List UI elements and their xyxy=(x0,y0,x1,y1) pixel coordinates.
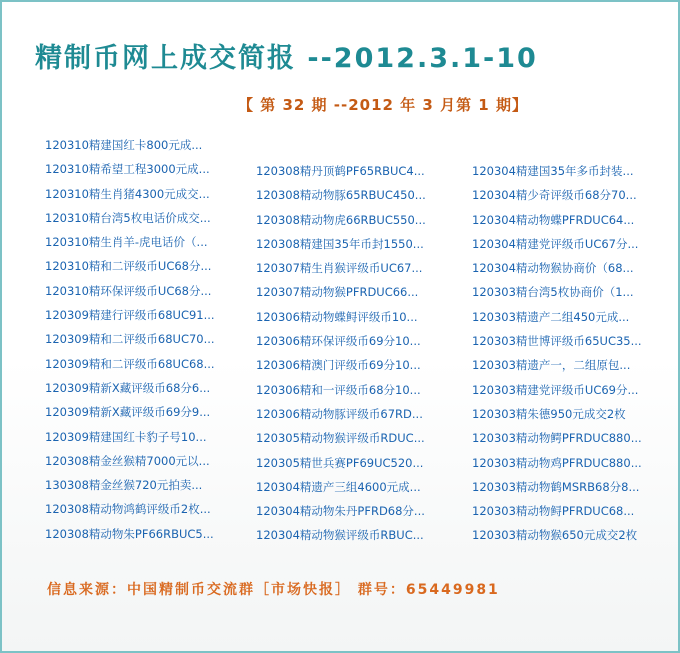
page-title: 精制币网上成交简报 --2012.3.1-10 xyxy=(35,43,538,74)
report-link[interactable]: 120310精生肖猪4300元成交... xyxy=(45,186,210,201)
report-link[interactable]: 120304精建国35年多币封装... xyxy=(472,164,634,178)
report-link[interactable]: 120303精遗产二组450元成... xyxy=(472,309,630,324)
report-link[interactable]: 120303精遗产一，二组原包... xyxy=(472,358,631,373)
report-link[interactable]: 120304精遗产三组4600元成... xyxy=(256,479,421,494)
report-link[interactable]: 120310精和二评级币UC68分... xyxy=(45,259,212,274)
report-link[interactable]: 120304精建党评级币UC67分... xyxy=(472,236,639,251)
report-link[interactable]: 120309精新X藏评级币69分9... xyxy=(45,405,211,420)
report-link[interactable]: 120308精动物豚65RBUC450... xyxy=(256,188,426,203)
report-link[interactable]: 120308精金丝猴精7000元以... xyxy=(45,453,210,468)
report-link[interactable]: 120308精动物虎66RBUC550... xyxy=(256,212,426,227)
report-link[interactable]: 120304精动物朱丹PFRD68分... xyxy=(256,504,425,519)
report-link[interactable]: 120306精澳门评级币69分10... xyxy=(256,358,421,373)
report-link[interactable]: 120303精动物鹤MSRB68分8... xyxy=(472,479,640,494)
report-link[interactable]: 120309精和二评级币68UC68... xyxy=(45,356,215,371)
report-list-column-1 xyxy=(45,133,215,546)
report-link[interactable]: 120306精和一评级币68分10... xyxy=(256,382,421,397)
report-link[interactable]: 120305精世兵赛PF69UC520... xyxy=(256,455,424,470)
report-link[interactable]: 120303精台湾5枚协商价（1... xyxy=(472,285,634,300)
report-link[interactable]: 120305精动物猴评级币RDUC... xyxy=(256,431,425,446)
report-link[interactable]: 120306精动物豚评级币67RD... xyxy=(256,406,423,421)
report-link[interactable]: 120310精生肖羊-虎电话价（... xyxy=(45,235,208,250)
report-link[interactable]: 120303精动物鳄PFRDUC880... xyxy=(472,431,642,446)
report-link[interactable]: 120303精动物鲟PFRDUC68... xyxy=(472,504,635,519)
report-link[interactable]: 120309精建国红卡豹子号10... xyxy=(45,429,207,444)
report-link[interactable]: 120309精建行评级币68UC91... xyxy=(45,308,215,323)
report-link[interactable]: 120308精建国35年币封1550... xyxy=(256,236,424,251)
report-link[interactable]: 120309精新X藏评级币68分6... xyxy=(45,380,211,395)
report-link[interactable]: 120307精生肖猴评级币UC67... xyxy=(256,261,423,276)
report-link[interactable]: 120308精动物朱PF66RBUC5... xyxy=(45,526,214,541)
report-link[interactable]: 120310精环保评级币UC68分... xyxy=(45,283,212,298)
report-link[interactable]: 120310精建国红卡800元成... xyxy=(45,138,203,152)
report-link[interactable]: 120310精台湾5枚电话价成交... xyxy=(45,210,211,225)
report-link[interactable]: 120308精动物鸿鹤评级币2枚... xyxy=(45,502,211,517)
report-link[interactable]: 120307精动物猴PFRDUC66... xyxy=(256,285,419,300)
report-link[interactable]: 120309精和二评级币68UC70... xyxy=(45,332,215,347)
report-link[interactable]: 120306精环保评级币69分10... xyxy=(256,334,421,349)
report-list-column-2 xyxy=(256,159,426,548)
report-link[interactable]: 120304精少奇评级币68分70... xyxy=(472,188,637,203)
report-link[interactable]: 120303精动物鸡PFRDUC880... xyxy=(472,455,642,470)
report-link[interactable]: 120304精动物猴评级币RBUC... xyxy=(256,528,424,543)
issue-subtitle: 【 第 32 期 --2012 年 3 月第 1 期】 xyxy=(238,96,528,114)
report-link[interactable]: 120303精建党评级币UC69分... xyxy=(472,382,639,397)
report-link[interactable]: 120304精动物蝶PFRDUC64... xyxy=(472,212,635,227)
report-link[interactable]: 120304精动物猴协商价（68... xyxy=(472,261,634,276)
report-link[interactable]: 120303精朱德950元成交2枚 xyxy=(472,406,626,421)
report-link[interactable]: 120303精世博评级币65UC35... xyxy=(472,334,642,349)
report-list-column-3 xyxy=(472,159,642,548)
report-link[interactable]: 130308精金丝猴720元拍卖... xyxy=(45,478,203,493)
report-link[interactable]: 120303精动物猴650元成交2枚 xyxy=(472,528,638,543)
report-link[interactable]: 120308精丹顶鹤PF65RBUC4... xyxy=(256,164,425,178)
report-link[interactable]: 120310精希望工程3000元成... xyxy=(45,162,210,177)
report-link[interactable]: 120306精动物蝶鲟评级币10... xyxy=(256,309,418,324)
source-footer: 信息来源：中国精制币交流群［市场快报］ 群号：65449981 xyxy=(47,582,500,598)
